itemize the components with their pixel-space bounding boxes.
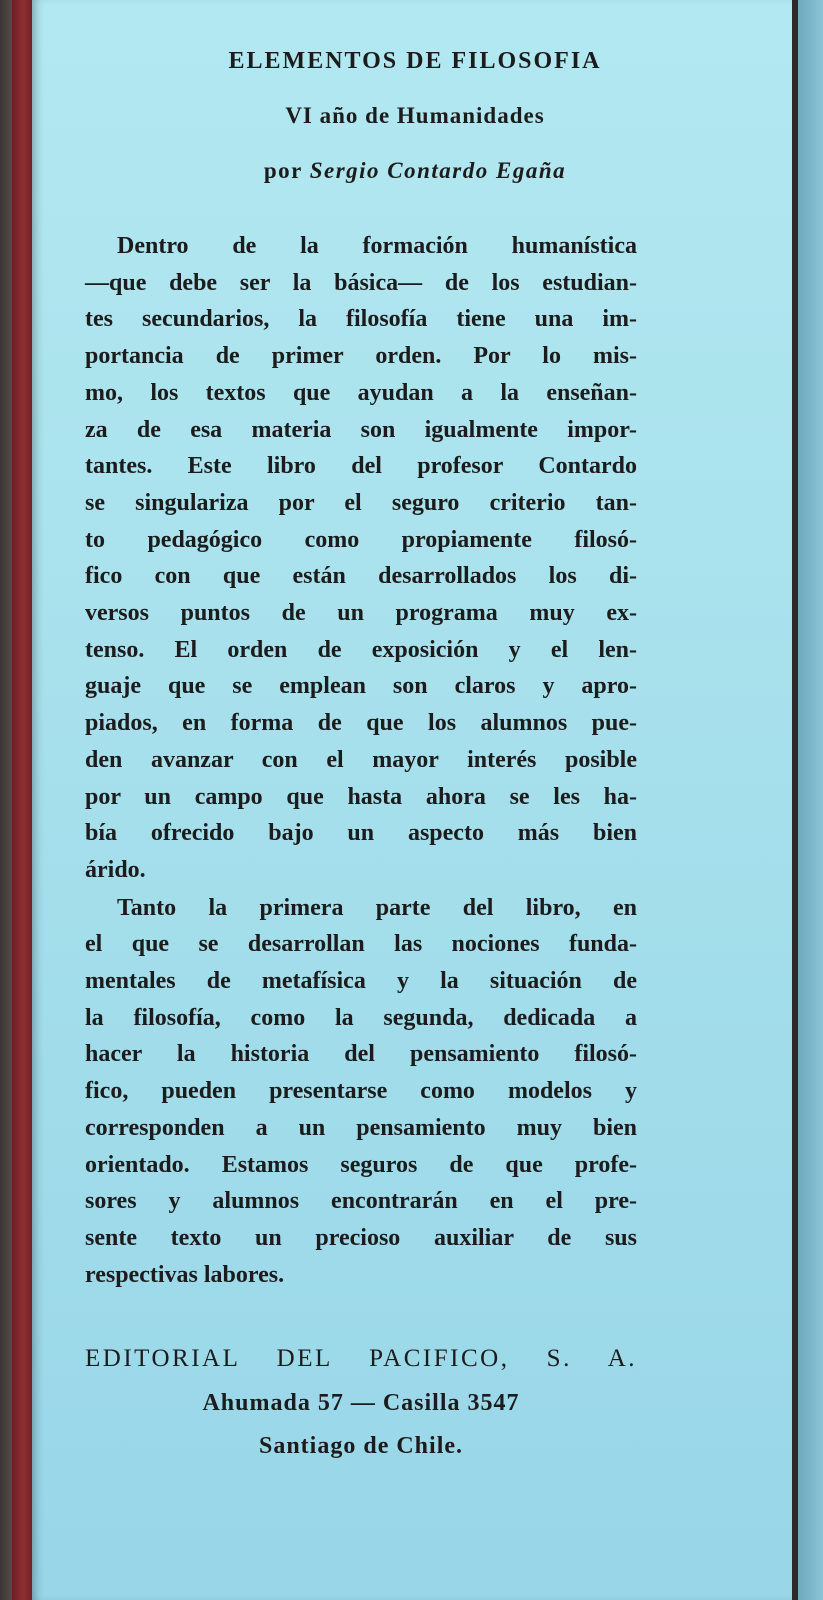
blurb-line: bía ofrecido bajo un aspecto más bien — [85, 820, 637, 847]
blurb-line: mo, los textos que ayudan a la enseñan- — [85, 379, 637, 406]
blurb-line: tantes. Este libro del profesor Contardo — [85, 453, 637, 480]
book-subtitle: VI año de Humanidades — [285, 103, 545, 128]
blurb-line: orientado. Estamos seguros de que profe- — [85, 1151, 637, 1178]
blurb-line: den avanzar con el mayor interés posible — [85, 746, 637, 773]
blurb-line: guaje que se emplean son claros y apro- — [85, 673, 637, 700]
blurb-line: se singulariza por el seguro criterio tan- — [85, 489, 637, 516]
blurb-line: —que debe ser la básica— de los estudian- — [85, 269, 637, 296]
blurb-line: sente texto un precioso auxiliar de sus — [85, 1224, 637, 1251]
blurb-text — [85, 228, 637, 1293]
blurb-line: Dentro de la formación humanística — [117, 233, 637, 259]
publisher-address: Ahumada 57 — Casilla 3547 — [202, 1390, 520, 1416]
blurb-paragraph-1 — [85, 228, 637, 889]
blurb-line: fico, pueden presentarse como modelos y — [85, 1078, 637, 1105]
blurb-line: tenso. El orden de exposición y el len- — [85, 636, 637, 663]
blurb-line: mentales de metafísica y la situación de — [85, 968, 637, 995]
blurb-line: versos puntos de un programa muy ex- — [85, 600, 637, 627]
blurb-line: corresponden a un pensamiento muy bien — [85, 1114, 637, 1141]
blurb-line: hacer la historia del pensamiento filosó- — [85, 1041, 637, 1068]
author-name: Sergio Contardo Egaña — [309, 158, 567, 183]
blurb-line: el que se desarrollan las nociones funda- — [85, 931, 637, 958]
book-author — [85, 158, 745, 184]
author-prefix: por — [263, 158, 303, 183]
publisher-name: EDITORIAL DEL PACIFICO, S. A. — [85, 1345, 637, 1372]
blurb-line: por un campo que hasta ahora se les ha- — [85, 783, 637, 810]
blurb-line: fico con que están desarrollados los di- — [85, 563, 637, 590]
blurb-line: sores y alumnos encontrarán en el pre- — [85, 1188, 637, 1215]
blurb-line: tes secundarios, la filosofía tiene una im- — [85, 306, 637, 333]
blurb-line: to pedagógico como propiamente filosó- — [85, 526, 637, 553]
blurb-line: la filosofía, como la segunda, dedicada a — [85, 1004, 637, 1031]
publisher-city: Santiago de Chile. — [258, 1433, 464, 1459]
blurb-line: portancia de primer orden. Por lo mis- — [85, 343, 637, 370]
blurb-line: Tanto la primera parte del libro, en — [117, 894, 637, 921]
blurb-line: piados, en forma de que los alumnos pue- — [85, 710, 637, 737]
background-right — [798, 0, 823, 1600]
blurb-paragraph-2 — [85, 890, 637, 1294]
blurb-line: respectivas labores. — [85, 1261, 285, 1288]
blurb-line: za de esa materia son igualmente impor- — [85, 416, 637, 443]
blurb-line: árido. — [85, 856, 146, 883]
book-title: ELEMENTOS DE FILOSOFIA — [228, 48, 602, 74]
book-spine-edge — [12, 0, 34, 1600]
